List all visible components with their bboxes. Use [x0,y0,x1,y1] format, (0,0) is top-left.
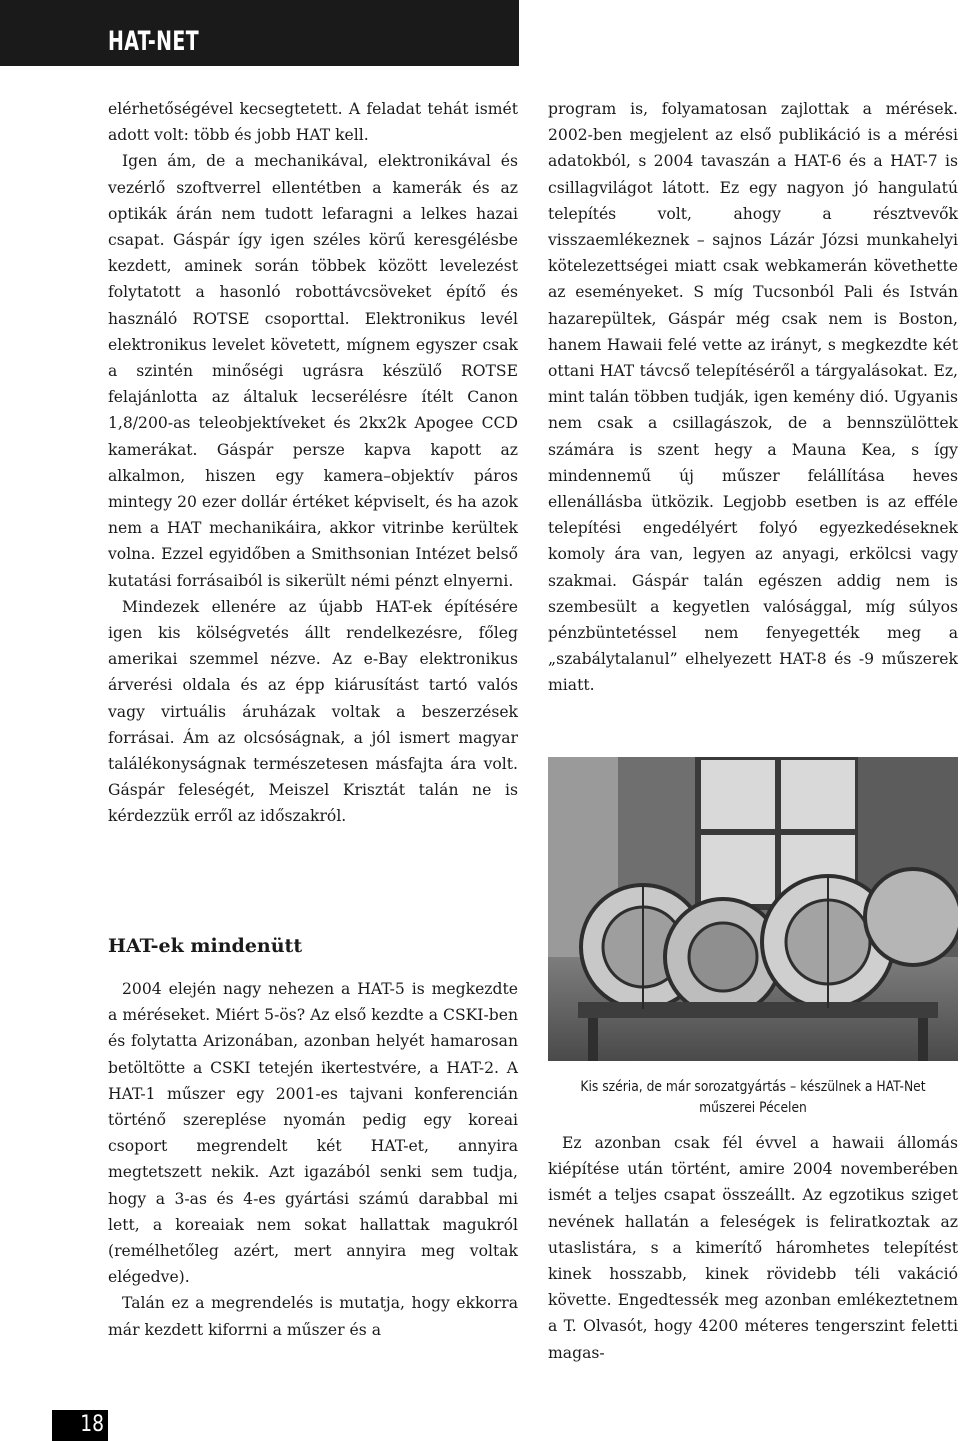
section-body [108,976,518,1343]
right-column-top [548,96,958,699]
paragraph: program is, folyamatosan zajlottak a mérések. 2002-ben megjelent az első publikáció is a mérési adatokból, s 2004 tavaszán a HAT-6 és a HAT-7 is csillagvilágot látott. Ez egy nagyon jó hangulatú telepítés volt, ahogy a résztvevők visszaemlékeznek – sajnos Lázár Józsi munkahelyi kötelezettségei miatt csak webkamerán követhette az eseményeket. S míg Tucsonból Pali és István hazarepültek, Gáspár még csak nem is Boston, hanem Hawaii felé vette az irányt, s megkezdte két ottani HAT távcső telepítéséről a tárgyalásokat. Ez, mint talán többen tudják, igen kemény dió. Ugyanis nem csak a csillagászok, de a bennszülöttek számára is szent hegy a Mauna Kea, s így mindennemű új műszer felállítása heves ellenállásba ütközik. Legjobb esetben is az efféle telepítési engedélyért folyó egyezkedéseknek komoly ára van, legyen az anyagi, erkölcsi vagy szakmai. Gáspár talán egészen addig nem is szembesült a kegyetlen valósággal, míg súlyos pénzbüntetéssel nem fenyegették meg a „szabálytalanul” elhelyezett HAT-8 és -9 műszerek miatt. [548,100,958,695]
running-header-title: HAT-NET [108,26,200,57]
right-column-bottom [548,1130,958,1366]
paragraph: Ez azonban csak fél évvel a hawaii állomás kiépítése után történt, amire 2004 novemberében ismét a teljes csapat összeállt. Az egzotikus sziget nevének hallatán a feleségek is feliratkoztak az utaslistára, s a kimerítő háromhetes telepítést kinek hosszabb, kinek rövidebb téli vakáció követte. Engedtessék meg azonban emlékeztetnem a T. Olvasót, hogy 4200 méteres tengerszint feletti magas- [548,1134,958,1362]
paragraph: 2004 elején nagy nehezen a HAT-5 is megkezdte a méréseket. Miért 5-ös? Az első kezdte a CSKI-ben és folytatta Arizonában, azonban helyét hamarosan betöltötte a CSKI tetején ikertestvére, a HAT-2. A HAT-1 műszer egy 2001-es tajvani konferencián történő szereplése nyomán pedig egy koreai csoport megrendelt két HAT-et, annyira megtetszett nekik. Azt igazából senki sem tudja, hogy a 3-as és 4-es gyártási számú darabbal mi lett, a koreaiak nem sokat hallattak magukról (remélhetőleg azért, mert annyira meg voltak elégedve). [108,980,518,1287]
section-heading: HAT-ek mindenütt [108,935,303,957]
paragraph: Mindezek ellenére az újabb HAT-ek építésére igen kis kölségvetés állt rendelkezésre, főleg amerikai szemmel nézve. Az e-Bay elektronikus árverési oldala és az épp kiárusítást tartó valós vagy virtuális áruházak voltak a beszerzések forrásai. Ám az olcsóságnak, a jól ismert magyar találékonyságnak természetesen másfajta ára volt. Gáspár feleségét, Meiszel Krisztát talán ne is kérdezzük erről az időszakról. [108,597,518,826]
photo-caption: Kis széria, de már sorozatgyártás – készülnek a HAT-Net műszerei Pécelen [580,1079,926,1116]
page-number: 18 [80,1412,104,1437]
paragraph: elérhetőségével kecsegtetett. A feladat tehát ismét adott volt: több és jobb HAT kell. [108,100,518,145]
paragraph: Igen ám, de a mechanikával, elektronikával és vezérlő szoftverrel ellentétben a kamerák és az optikák árán nem tudott lefaragni a lelkes hazai csapat. Gáspár így igen széles körű keresgélésbe kezdett, aminek során többek között levelezést folytatott a hasonló robottávcsöveket építő és használó ROTSE csoporttal. Elektronikus levél elektronikus levelet követett, mígnem egyszer csak a szintén minőségi ugrásra készülő ROTSE felajánlotta az általuk lecserélésre ítélt Canon 1,8/200-as teleobjektíveket és 2kx2k Apogee CCD kamerákat. Gáspár persze kapva kapott az alkalmon, hiszen egy kamera–objektív páros mintegy 20 ezer dollár értéket képviselt, és ha azok nem a HAT mechanikáira, akkor vitrinbe kerültek volna. Ezzel egyidőben a Smithsonian Intézet belső kutatási forrásaiból is sikerült némi pénzt elnyerni. [108,152,518,590]
left-column [108,96,518,830]
workshop-photo [548,757,958,1061]
header-bar [0,0,519,66]
workshop-photo-illustration [548,757,958,1061]
paragraph: Talán ez a megrendelés is mutatja, hogy ekkorra már kezdett kiforrni a műszer és a [108,1294,518,1339]
